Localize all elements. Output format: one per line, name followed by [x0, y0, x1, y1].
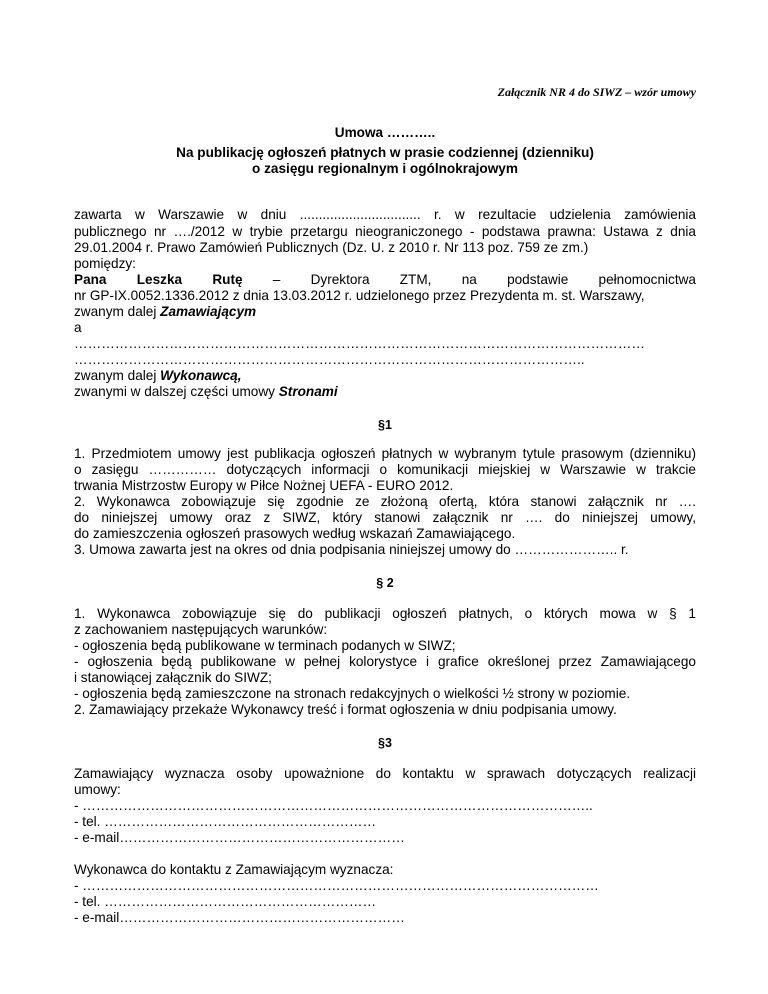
- intro-line-5: [74, 272, 696, 288]
- zamawiajacy-contact-name: - …………………………………………………………………………………………………..: [74, 798, 593, 813]
- sec2-p2: 2. Zamawiający przekaże Wykonawcy treść i format ogłoszenia w dniu podpisania umowy.: [74, 702, 617, 717]
- subtitle-line-2: o zasięgu regionalnym i ogólnokrajowym: [252, 161, 518, 176]
- zamawiajacy-contact-email: - e-mail………………………………………………………: [74, 830, 405, 845]
- intro-line-2: publicznego nr …./2012 w trybie przetargu nieograniczonego - podstawa prawna: Ustawa z dnia: [74, 224, 696, 239]
- principal-name: Pana Leszka Rutę: [74, 272, 243, 287]
- sec1-p3: 3. Umowa zawarta jest na okres od dnia podpisania niniejszej umowy do ………………….. r.: [74, 542, 629, 557]
- sec1-p2-line-1: 2. Wykonawca zobowiązuje się zgodnie ze złożoną ofertą, która stanowi załącznik nr ….: [74, 494, 696, 509]
- section-3-heading: §3: [378, 736, 392, 750]
- zamawiajacy-contact-tel: - tel. ……………………………………………………: [74, 814, 377, 829]
- sec2-p1-line-1: 1. Wykonawca zobowiązuje się do publikacji ogłoszeń płatnych, o których mowa w § 1: [74, 606, 696, 621]
- sec2-bullet-2-line-2: i stanowiącej załącznik do SIWZ;: [74, 670, 272, 685]
- intro-line-8: a: [74, 320, 82, 335]
- sec1-p1-line-1: 1. Przedmiotem umowy jest publikacja ogłoszeń płatnych w wybranym tytule prasowym (dzienniku): [74, 446, 696, 461]
- sec3-p1-line-2: umowy:: [74, 782, 121, 797]
- section-1-heading: §1: [378, 418, 392, 432]
- intro-line-4: pomiędzy:: [74, 256, 136, 271]
- annex-label: Załącznik NR 4 do SIWZ – wzór umowy: [497, 85, 696, 99]
- intro-line-7: [74, 304, 256, 320]
- sec3-p2: Wykonawca do kontaktu z Zamawiającym wyznacza:: [74, 862, 394, 877]
- dots-line-1: ………………………………………………………………………………………………………………: [74, 336, 645, 351]
- subtitle-line-1: Na publikację ogłoszeń płatnych w prasie codziennej (dzienniku): [176, 145, 594, 160]
- intro-line-6: nr GP-IX.0052.1336.2012 z dnia 13.03.2012 r. udzielonego przez Prezydenta m. st. Warszawy,: [74, 288, 645, 303]
- section-2-heading: § 2: [376, 576, 394, 590]
- sec2-bullet-1: - ogłoszenia będą publikowane w terminach podanych w SIWZ;: [74, 638, 456, 653]
- sec1-p1-line-3: trwania Mistrzostw Europy w Piłce Nożnej UEFA - EURO 2012.: [74, 478, 454, 493]
- party-wykonawca: Wykonawcą,: [160, 368, 242, 383]
- intro-line-3: 29.01.2004 r. Prawo Zamówień Publicznych (Dz. U. z 2010 r. Nr 113 poz. 759 ze zm.): [74, 240, 589, 255]
- sec2-bullet-3: - ogłoszenia będą zamieszczone na stronach redakcyjnych o wielkości ½ strony w poziomie.: [74, 686, 631, 701]
- party-zamawiajacy: Zamawiającym: [160, 304, 257, 319]
- sec1-p2-line-3: do zamieszczenia ogłoszeń prasowych według wskazań Zamawiającego.: [74, 526, 516, 541]
- intro-line-1: zawarta w Warszawie w dniu ................................ r. w rezultacie udzielenia zamówienia: [74, 207, 696, 222]
- intro-line-10: [74, 384, 338, 400]
- label-text: zwanym dalej: [74, 368, 161, 383]
- sec2-p1-line-2: z zachowaniem następujących warunków:: [74, 622, 328, 637]
- label-text: zwanym dalej: [74, 304, 161, 319]
- sec2-bullet-2-line-1: - ogłoszenia będą publikowane w pełnej kolorystyce i grafice określonej przez Zamawiającego: [74, 654, 696, 669]
- sec1-p1-line-2: o zasięgu …………… dotyczących informacji o komunikacji miejskiej w Warszawie w trakcie: [74, 462, 696, 477]
- intro-line-9: [74, 368, 241, 384]
- dots-line-2: …………………………………………………………………………………………………..: [74, 352, 585, 367]
- wykonawca-contact-email: - e-mail………………………………………………………: [74, 910, 405, 925]
- sec3-p1-line-1: Zamawiający wyznacza osoby upoważnione do kontaktu w sprawach dotyczących realizacji: [74, 766, 696, 781]
- sec1-p2-line-2: do niniejszej umowy oraz z SIWZ, który stanowi załącznik nr …. do niniejszej umowy,: [74, 510, 696, 525]
- principal-role: – Dyrektora ZTM, na podstawie pełnomocnictwa: [272, 272, 696, 287]
- wykonawca-contact-name: - ……………………………………………………………………………………………………: [74, 878, 599, 893]
- label-text: zwanymi w dalszej części umowy: [74, 384, 279, 399]
- contract-title: Umowa ………..: [334, 125, 436, 140]
- wykonawca-contact-tel: - tel. ……………………………………………………: [74, 894, 377, 909]
- party-strony: Stronami: [278, 384, 338, 399]
